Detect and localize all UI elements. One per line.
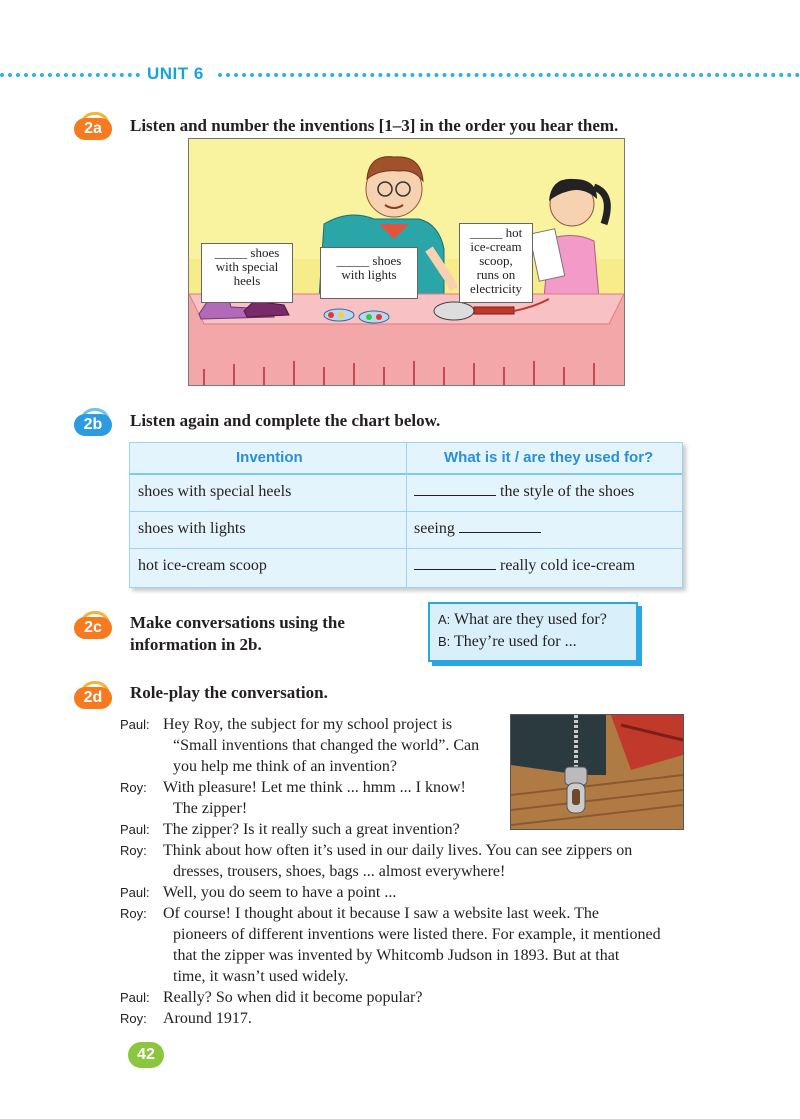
sign-shoes-heels: _____ shoes with special heels bbox=[201, 243, 293, 303]
invention-cell: shoes with lights bbox=[138, 520, 246, 537]
instruction-2d: Role-play the conversation. bbox=[130, 683, 328, 702]
badge-2d: 2d bbox=[74, 683, 114, 709]
header-dots-left bbox=[0, 73, 140, 77]
chart-header-use: What is it / are they used for? bbox=[444, 449, 654, 466]
unit-label: UNIT 6 bbox=[147, 64, 204, 83]
unit-header bbox=[0, 62, 800, 88]
instruction-2c-line2: information in 2b. bbox=[130, 635, 262, 654]
table-row bbox=[130, 549, 682, 585]
invention-cell: shoes with special heels bbox=[138, 483, 292, 500]
chart-header-invention: Invention bbox=[236, 449, 303, 466]
use-cell: really cold ice-cream bbox=[414, 557, 635, 575]
conversation: Paul: Hey Roy, the subject for my school project is “Small inventions that changed the world”. Can you help me think of an invention? Roy: With pleasure! Let me think ... hmm ... I know! The zipper! Paul: The zipper? Is it really such a great invention? Roy: Think about how often it’s used in our daily lives. You can see zippers on dresses, trousers, shoes, bags ... almost everywhere! Paul: Well, you do seem to have a point ... Roy: Of course! I thought about it because I saw a website last week. The pioneers of different inventions were listed there. For example, it mentioned that the zipper was invented by Whitcomb Judson in 1893. But at that time, it wasn’t used widely. Paul: Really? So when did it become popular? Roy: Around 1917. bbox=[120, 716, 661, 1027]
dialog-line-a: A: What are they used for? bbox=[438, 611, 607, 628]
badge-2c: 2c bbox=[74, 613, 114, 639]
instruction-2c-line1: Make conversations using the bbox=[130, 613, 345, 632]
sign-shoes-lights: _____ shoes with lights bbox=[320, 247, 418, 299]
use-cell: seeing bbox=[414, 520, 541, 538]
badge-2b: 2b bbox=[74, 410, 114, 436]
badge-2a: 2a bbox=[74, 114, 114, 140]
instruction-2b: Listen again and complete the chart below. bbox=[130, 411, 441, 430]
instruction-2a: Listen and number the inventions [1–3] in the order you hear them. bbox=[130, 116, 619, 135]
inventions-chart bbox=[129, 442, 683, 588]
answer-blank[interactable] bbox=[414, 495, 496, 496]
table-row bbox=[130, 475, 682, 512]
dialog-line-b: B: They’re used for ... bbox=[438, 633, 577, 650]
table-row bbox=[130, 512, 682, 549]
sign-ice-cream-scoop: _____ hot ice-cream scoop, runs on electricity bbox=[459, 223, 533, 303]
use-cell: the style of the shoes bbox=[414, 483, 634, 501]
page-number: 42 bbox=[128, 1042, 164, 1068]
answer-blank[interactable] bbox=[414, 569, 496, 570]
answer-blank[interactable] bbox=[459, 532, 541, 533]
example-dialog-box bbox=[428, 602, 638, 662]
inventions-illustration bbox=[188, 138, 625, 386]
invention-cell: hot ice-cream scoop bbox=[138, 557, 267, 574]
header-dots-right bbox=[218, 73, 800, 77]
